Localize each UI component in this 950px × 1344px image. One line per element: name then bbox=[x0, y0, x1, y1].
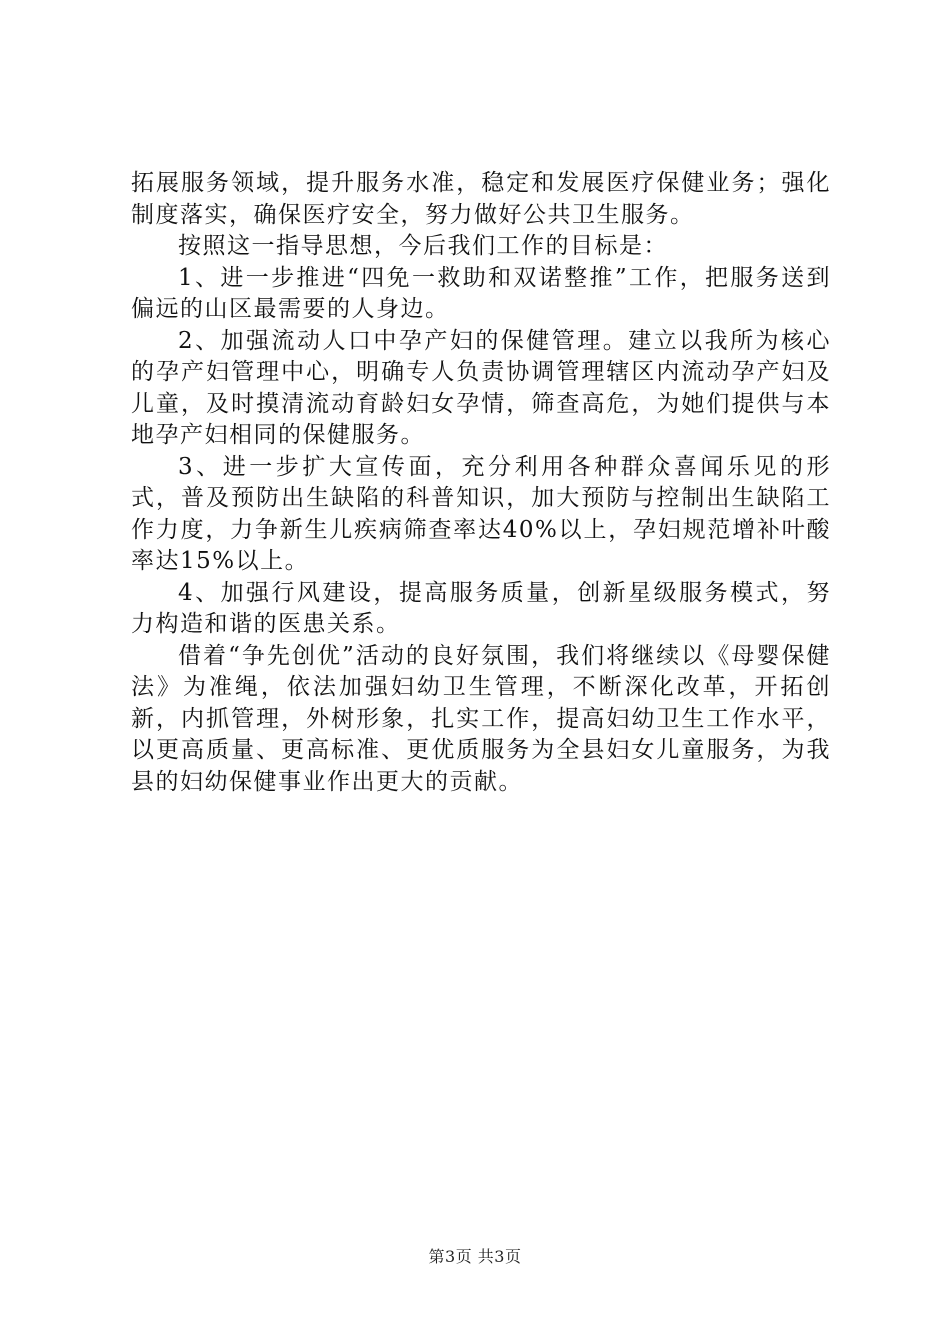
paragraph-goal-2: 2、加强流动人口中孕产妇的保健管理。建立以我所为核心的孕产妇管理中心，明确专人负责协调管理辖区内流动孕产妇及儿童，及时摸清流动育龄妇女孕情，筛查高危，为她们提供与本地孕产妇相同的保健服务。 bbox=[131, 327, 831, 448]
page-number-footer: 第3页 共3页 bbox=[428, 1247, 522, 1266]
paragraph-goal-4: 4、加强行风建设，提高服务质量，创新星级服务模式，努力构造和谐的医患关系。 bbox=[131, 579, 831, 637]
paragraph-goal-3: 3、进一步扩大宣传面，充分利用各种群众喜闻乐见的形式，普及预防出生缺陷的科普知识，加大预防与控制出生缺陷工作力度，力争新生儿疾病筛查率达40%以上，孕妇规范增补叶酸率达15%以上。 bbox=[131, 453, 831, 574]
paragraph-goal-1: 1、进一步推进“四免一救助和双诺整推”工作，把服务送到偏远的山区最需要的人身边。 bbox=[131, 264, 831, 322]
paragraph-goal-intro: 按照这一指导思想，今后我们工作的目标是： bbox=[178, 233, 668, 259]
paragraph-closing: 借着“争先创优”活动的良好氛围，我们将继续以《母婴保健法》为准绳，依法加强妇幼卫生管理，不断深化改革，开拓创新，内抓管理，外树形象，扎实工作，提高妇幼卫生工作水平，以更高质量、更高标准、更优质服务为全县妇女儿童服务，为我县的妇幼保健事业作出更大的贡献。 bbox=[131, 642, 831, 795]
document-body bbox=[131, 168, 831, 798]
paragraph-continuation: 拓展服务领域，提升服务水准，稳定和发展医疗保健业务；强化制度落实，确保医疗安全，努力做好公共卫生服务。 bbox=[131, 170, 831, 228]
